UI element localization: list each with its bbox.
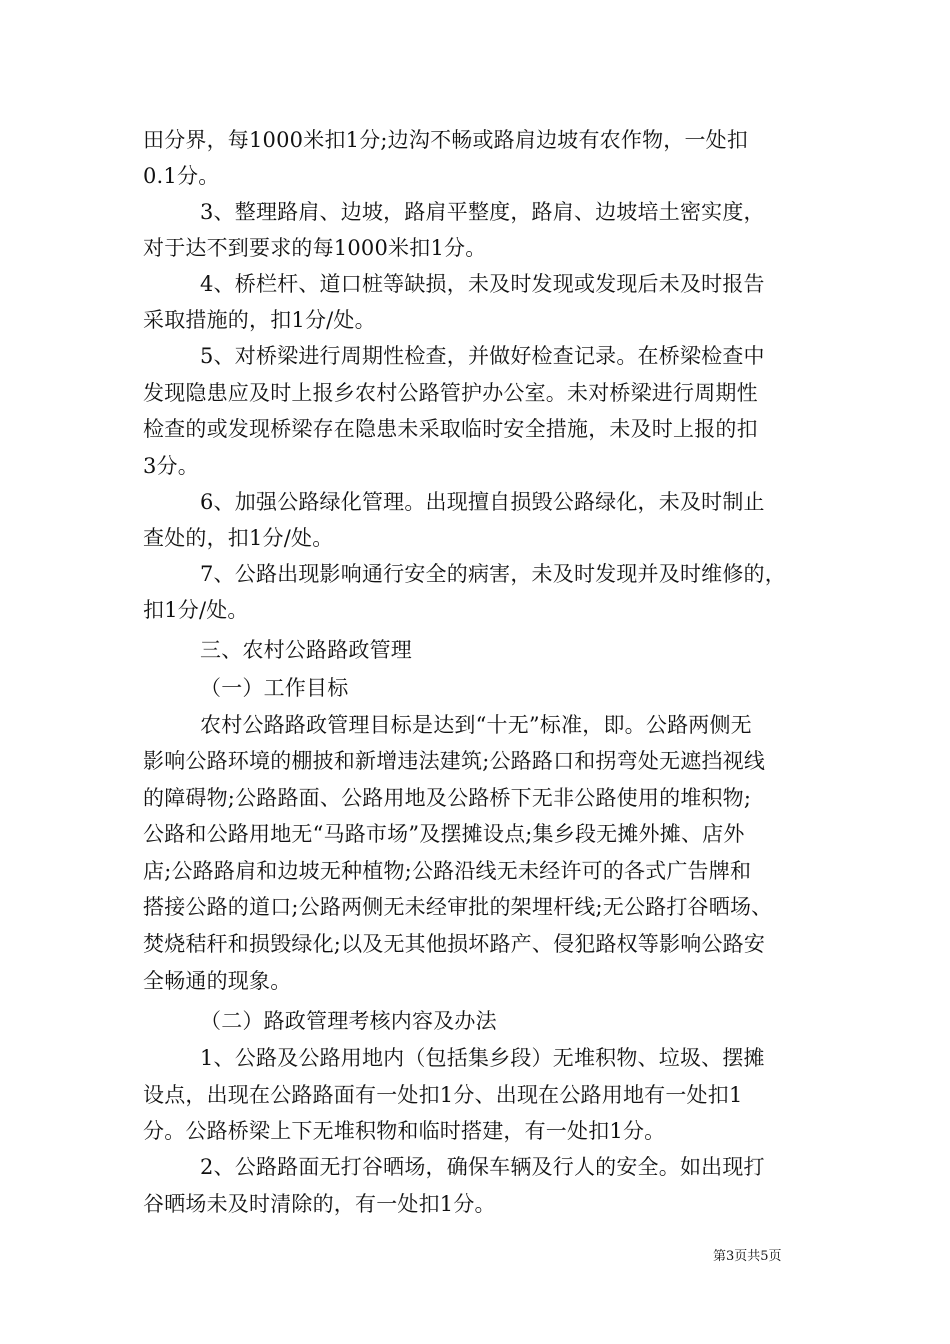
text-line: 谷晒场未及时清除的，有一处扣1分。 bbox=[143, 1192, 496, 1216]
text-line: 农村公路路政管理目标是达到“十无”标准，即。公路两侧无 bbox=[200, 713, 752, 737]
text-line: 查处的，扣1分/处。 bbox=[143, 526, 334, 550]
text-line: 1、公路及公路用地内（包括集乡段）无堆积物、垃圾、摆摊 bbox=[200, 1046, 765, 1070]
text-line: 3分。 bbox=[143, 454, 199, 478]
text-line: 2、公路路面无打谷晒场，确保车辆及行人的安全。如出现打 bbox=[200, 1155, 765, 1179]
text-line: 4、桥栏杆、道口桩等缺损，未及时发现或发现后未及时报告 bbox=[200, 272, 765, 296]
text-line: 的障碍物;公路路面、公路用地及公路桥下无非公路使用的堆积物; bbox=[143, 786, 752, 810]
text-line: 田分界，每1000米扣1分;边沟不畅或路肩边坡有农作物，一处扣 bbox=[143, 128, 749, 152]
subsection-heading: （一）工作目标 bbox=[200, 676, 349, 700]
section-heading: 三、农村公路路政管理 bbox=[200, 638, 412, 662]
text-line: 0.1分。 bbox=[143, 164, 220, 188]
subsection-heading: （二）路政管理考核内容及办法 bbox=[200, 1009, 497, 1033]
text-line: 设点，出现在公路路面有一处扣1分、出现在公路用地有一处扣1 bbox=[143, 1083, 743, 1107]
text-line: 采取措施的，扣1分/处。 bbox=[143, 308, 376, 332]
text-line: 影响公路环境的棚披和新增违法建筑;公路路口和拐弯处无遮挡视线 bbox=[143, 749, 766, 773]
text-line: 6、加强公路绿化管理。出现擅自损毁公路绿化，未及时制止 bbox=[200, 490, 765, 514]
page-number: 第3页共5页 bbox=[713, 1249, 782, 1264]
text-line: 公路和公路用地无“马路市场”及摆摊设点;集乡段无摊外摊、店外 bbox=[143, 822, 745, 846]
text-line: 焚烧秸秆和损毁绿化;以及无其他损坏路产、侵犯路权等影响公路安 bbox=[143, 932, 766, 956]
text-line: 扣1分/处。 bbox=[143, 598, 249, 622]
text-line: 5、对桥梁进行周期性检查，并做好检查记录。在桥梁检查中 bbox=[200, 344, 765, 368]
text-line: 分。公路桥梁上下无堆积物和临时搭建，有一处扣1分。 bbox=[143, 1119, 666, 1143]
text-line: 店;公路路肩和边坡无种植物;公路沿线无未经许可的各式广告牌和 bbox=[143, 859, 752, 883]
text-line: 检查的或发现桥梁存在隐患未采取临时安全措施，未及时上报的扣 bbox=[143, 417, 758, 441]
text-line: 全畅通的现象。 bbox=[143, 969, 292, 993]
text-line: 7、公路出现影响通行安全的病害，未及时发现并及时维修的， bbox=[200, 562, 786, 586]
text-line: 搭接公路的道口;公路两侧无未经审批的架埋杆线;无公路打谷晒场、 bbox=[143, 895, 773, 919]
text-line: 发现隐患应及时上报乡农村公路管护办公室。未对桥梁进行周期性 bbox=[143, 381, 758, 405]
text-line: 3、整理路肩、边坡，路肩平整度，路肩、边坡培土密实度， bbox=[200, 200, 765, 224]
text-line: 对于达不到要求的每1000米扣1分。 bbox=[143, 236, 487, 260]
